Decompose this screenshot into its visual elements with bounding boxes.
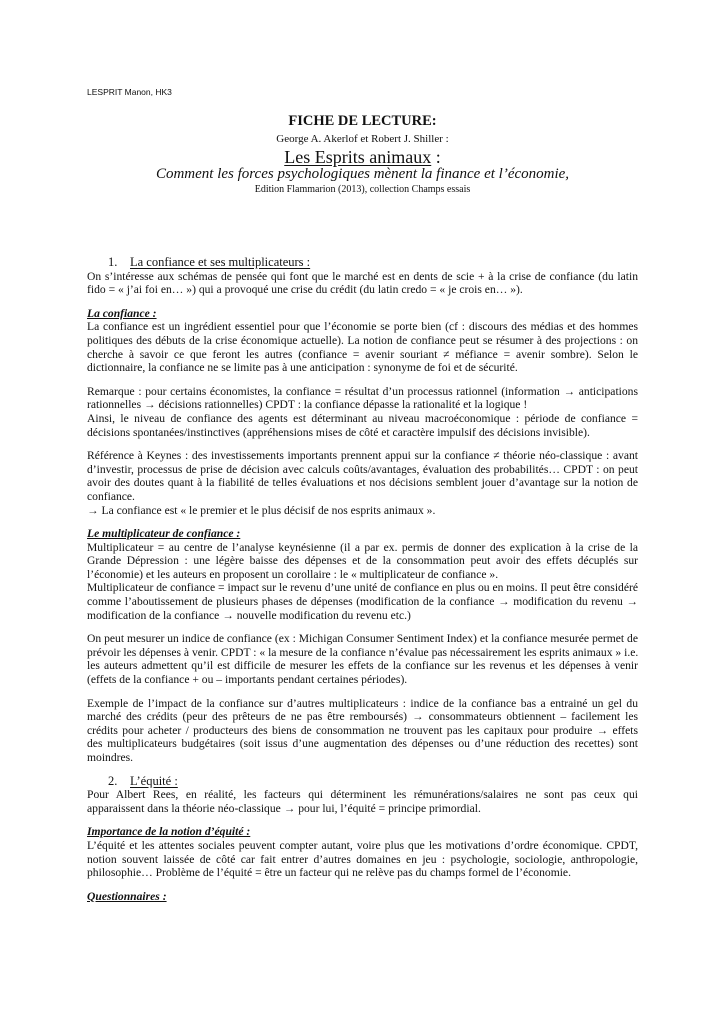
paragraph-line: cherche à savoir ce que feront les autres (confiance = avenir souriant ≠ méfiance = avenir sombre). Selon le xyxy=(87,347,638,361)
paragraph-line: philosophie… Problème de l’équité = être un facteur qui ne relève pas du champs formel de l’économie. xyxy=(87,866,571,880)
document-title: FICHE DE LECTURE: xyxy=(288,113,437,129)
paragraph-line: La confiance est un ingrédient essentiel pour que l’économie se porte bien (cf : discours des médias et des hommes xyxy=(87,320,638,334)
paragraph-line: L’équité et les attentes sociales peuvent compter autant, voire plus que les motivations d’ordre économique. CPDT, xyxy=(87,838,638,852)
paragraph-line: confiance. xyxy=(87,489,135,503)
paragraph-line: (effets de la confiance + ou – importants pendant certaines périodes). xyxy=(87,673,408,687)
paragraph-line: Remarque : pour certains économistes, la confiance = résultat d’un processus rationnel (information → anticipations xyxy=(87,384,638,398)
paragraph-line: marché des crédits (peur des prêteurs de ne pas être remboursés) → consommateurs obtiennent – facilement les xyxy=(87,710,638,724)
section-number: 2. xyxy=(108,773,118,788)
book-subtitle: Comment les forces psychologiques mènent la finance et l’économie, xyxy=(155,166,570,182)
paragraph-line: rationnelles → décisions rationnelles) CPDT : la confiance dépasse la rationalité et la logique ! xyxy=(87,398,528,412)
paragraph-line: Exemple de l’impact de la confiance sur d’autres multiplicateurs : indice de la confiance bas a entrainé un gel du xyxy=(87,696,638,710)
paragraph-line: moindres. xyxy=(87,751,134,764)
paragraph xyxy=(87,504,638,518)
paragraph xyxy=(87,449,638,503)
paragraph-line: crédits pour acheter / producteurs des biens de consommation ne trouvent pas les capitaux pour produire → effets xyxy=(87,723,638,737)
section-number: 1. xyxy=(108,255,118,269)
paragraph xyxy=(87,581,638,622)
book-title-suffix: : xyxy=(431,147,441,167)
subheading: La confiance : xyxy=(87,306,157,320)
paragraph-line: politiques des débuts de la crise économique actuelle). La notion de confiance peut se résumer à des projections : on xyxy=(87,333,638,347)
author-line: LESPRIT Manon, HK3 xyxy=(87,87,172,97)
book-title xyxy=(0,147,725,168)
paragraph-line: décisions spontanées/instinctives (appréhensions mises de côté et caractère impulsif des décisions invisible). xyxy=(87,425,590,439)
paragraph-line: des multiplicateurs budgétaires (soit issus d’une augmentation des dépenses ou d’une réduction des recettes) sont xyxy=(87,737,638,751)
paragraph-line: avoir des doutes quant à la fiabilité de telles évaluations et nos décisions semblent jouer d’avantage sur la notion de xyxy=(87,476,638,490)
paragraph-line: notion souvent laissée de côté car fait entrer d’autres domaines en jeu : psychologie, sociologie, anthropologie, xyxy=(87,852,638,866)
section-title: La confiance et ses multiplicateurs : xyxy=(130,255,311,269)
paragraph xyxy=(87,412,638,439)
paragraph-line: Référence à Keynes : des investissements importants prennent appui sur la confiance ≠ théorie néo-classique : avant xyxy=(87,449,638,463)
paragraph-line: prévoir les dépenses à venir. CPDT : « la mesure de la confiance n’évalue pas nécessairement les esprits animaux » i.e. xyxy=(87,645,639,659)
section-heading xyxy=(87,256,638,270)
paragraph-line: On peut mesurer un indice de confiance (ex : Michigan Consumer Sentiment Index) et la confiance mesurée permet de xyxy=(87,632,638,646)
paragraph-line: l’économie) et les auteurs en proposent un corollaire : le « multiplicateur de confiance ». xyxy=(87,567,499,581)
document-body xyxy=(87,256,638,903)
paragraph-line: comme l’aboutissement de plusieurs phases de dépenses (modification de la confiance → modification du revenu → xyxy=(87,595,638,609)
paragraph xyxy=(87,839,638,880)
subheading: Questionnaires : xyxy=(87,889,167,903)
subheading: Importance de la notion d’équité : xyxy=(87,825,251,839)
section-title: L’équité : xyxy=(130,773,178,788)
paragraph xyxy=(87,541,638,582)
edition-info: Edition Flammarion (2013), collection Champs essais xyxy=(254,184,471,195)
paragraph xyxy=(87,697,638,765)
paragraph-line: dictionnaire, la confiance ne se limite pas à une anticipation : synonyme de foi et de sécurité. xyxy=(87,361,518,375)
book-authors: George A. Akerlof et Robert J. Shiller : xyxy=(276,133,449,145)
paragraph-line: Pour Albert Rees, en réalité, les facteurs qui déterminent les rémunérations/salaires ne sont pas ceux qui xyxy=(87,788,638,802)
paragraph xyxy=(87,270,638,297)
paragraph-line: On s’intéresse aux schémas de pensée qui font que le marché est en dents de scie + à la crise de confiance (du latin xyxy=(87,269,638,283)
book-title-text: Les Esprits animaux xyxy=(284,147,432,167)
paragraph xyxy=(87,788,638,815)
section-heading xyxy=(87,775,638,789)
paragraph-line: Ainsi, le niveau de confiance des agents est déterminant au niveau macroéconomique : période de confiance = xyxy=(87,411,638,425)
paragraph-line: Multiplicateur de confiance = impact sur le revenu d’une unité de confiance en plus ou en moins. Il peut être considéré xyxy=(87,581,638,595)
paragraph-line: modification de la confiance → nouvelle modification du revenu etc.) xyxy=(87,608,411,622)
paragraph-line: → La confiance est « le premier et le plus décisif de nos esprits animaux ». xyxy=(87,503,436,517)
paragraph-line: apparaissent dans la théorie néo-classique → pour lui, l’équité = principe primordial. xyxy=(87,801,481,815)
subheading: Le multiplicateur de confiance : xyxy=(87,527,241,541)
paragraph-line: fido = « j’ai foi en… ») qui a provoqué une crise du crédit (du latin credo = « je crois en… »). xyxy=(87,283,523,297)
paragraph-line: les auteurs admettent qu’il est difficile de mesurer les effets de la confiance sur les revenus et les dépenses à venir xyxy=(87,659,638,673)
paragraph-line: d’investir, processus de prise de décision avec calculs coûts/avantages, évaluation des probabilités… CPDT : on peut xyxy=(87,462,638,476)
paragraph xyxy=(87,385,638,412)
paragraph xyxy=(87,320,638,374)
paragraph-line: Grande Dépression : une légère baisse des dépenses et de la consommation peut avoir des effets décuplés sur xyxy=(87,554,638,568)
paragraph-line: Multiplicateur = au centre de l’analyse keynésienne (il a par ex. permis de donner des explication à la crise de la xyxy=(87,540,638,554)
paragraph xyxy=(87,632,638,686)
